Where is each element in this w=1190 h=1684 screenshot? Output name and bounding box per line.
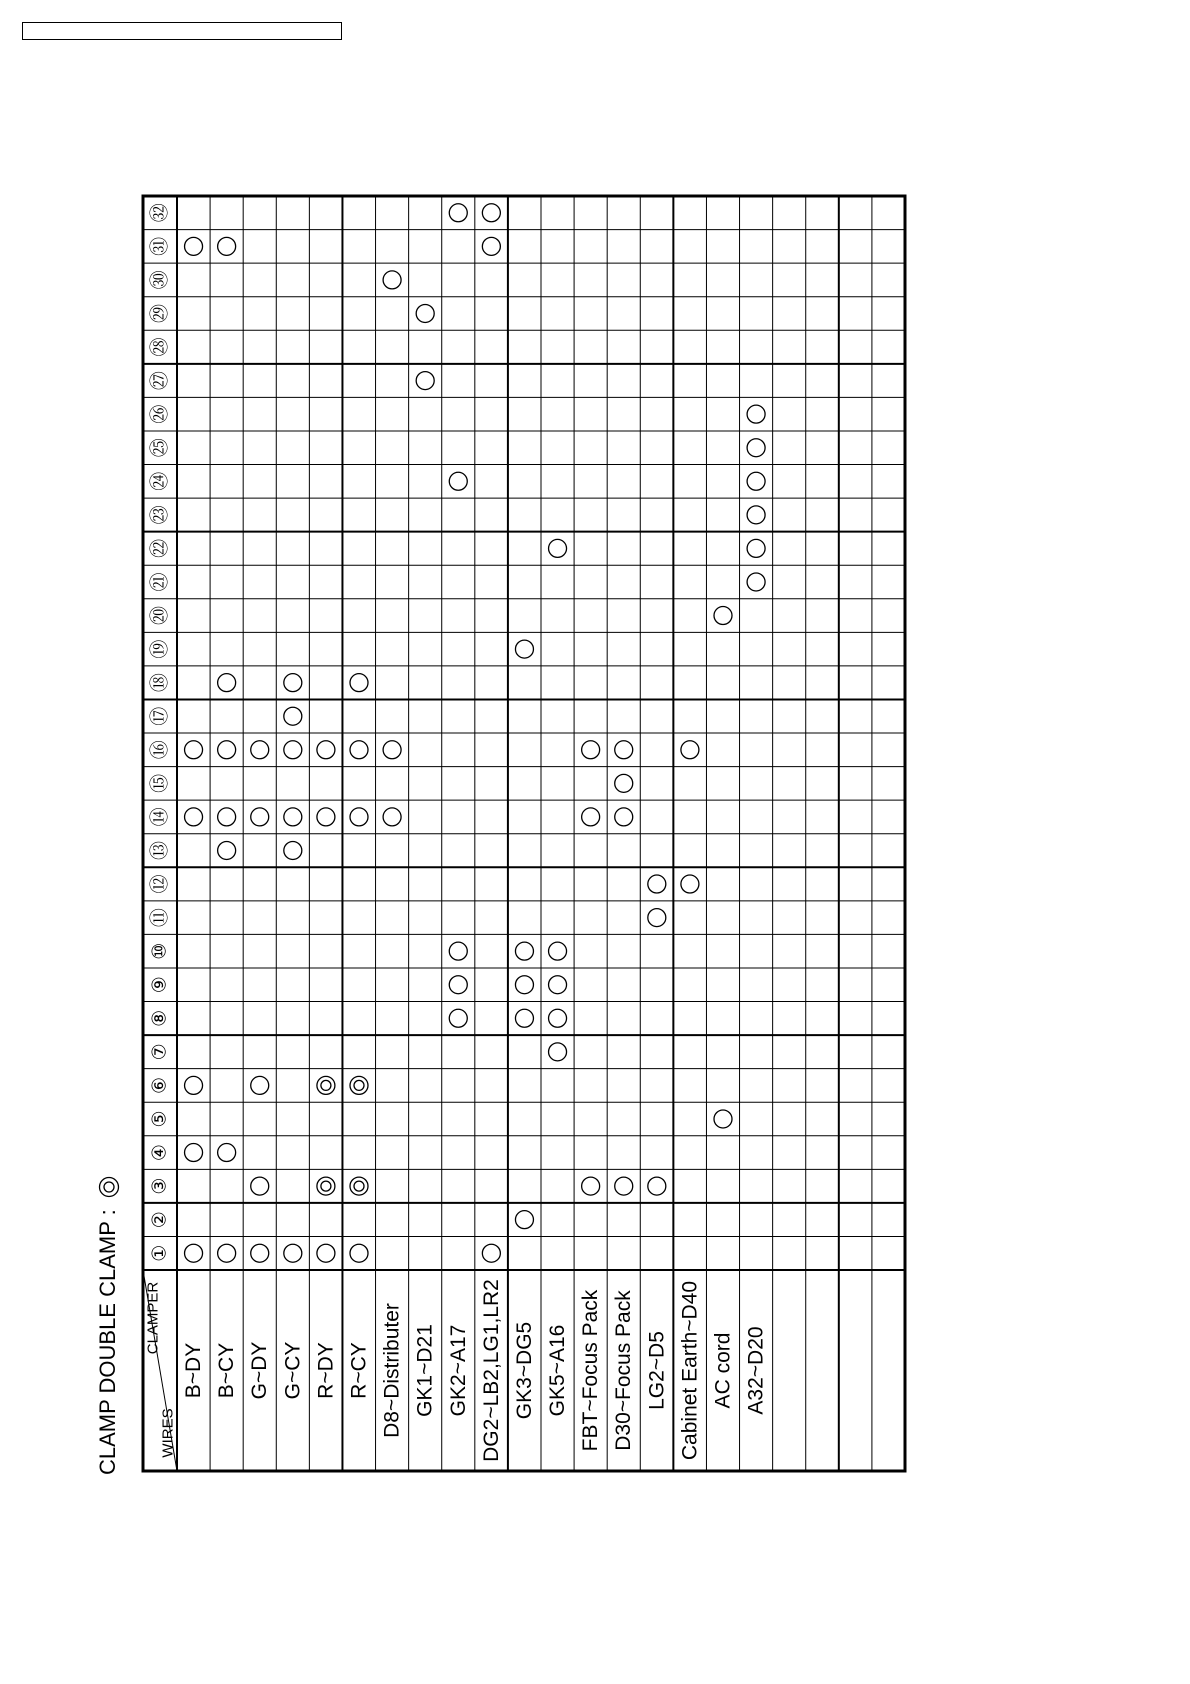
clamp-mark-icon xyxy=(747,539,765,557)
wire-label: D8~Distributer xyxy=(380,1303,404,1438)
clamp-mark-icon xyxy=(515,1211,533,1229)
clamp-mark-icon xyxy=(482,1244,500,1262)
clamp-mark-icon xyxy=(185,237,203,255)
wire-label: DG2~LB2,LG1,LR2 xyxy=(479,1279,503,1462)
wire-label: AC cord xyxy=(711,1332,735,1409)
clamper-number: ⑪ xyxy=(149,908,171,928)
clamp-mark-icon xyxy=(284,1244,302,1262)
clamp-mark-icon xyxy=(185,1244,203,1262)
clamper-number: ④ xyxy=(149,1144,171,1162)
clamper-number: ㉘ xyxy=(149,337,171,357)
clamp-mark-icon xyxy=(648,909,666,927)
clamp-mark-icon xyxy=(350,741,368,759)
clamp-mark-icon xyxy=(185,1076,203,1094)
clamp-mark-icon xyxy=(549,942,567,960)
double-clamp-inner-icon xyxy=(321,1080,331,1090)
clamper-number: ⑩ xyxy=(149,942,171,960)
clamp-mark-icon xyxy=(383,271,401,289)
clamp-mark-icon xyxy=(218,237,236,255)
clamp-mark-icon xyxy=(185,808,203,826)
clamp-mark-icon xyxy=(615,1177,633,1195)
clamper-number: ㉕ xyxy=(149,438,171,458)
clamper-number: ⑮ xyxy=(149,773,171,793)
clamp-mark-icon xyxy=(648,875,666,893)
header-clamper-label: CLAMPER xyxy=(144,1281,162,1355)
clamp-mark-icon xyxy=(549,539,567,557)
clamper-number: ㉖ xyxy=(149,404,171,424)
clamp-mark-icon xyxy=(747,506,765,524)
clamp-mark-icon xyxy=(681,741,699,759)
clamp-mark-icon xyxy=(416,372,434,390)
wire-label: Cabinet Earth~D40 xyxy=(678,1280,702,1461)
clamp-mark-icon xyxy=(251,1244,269,1262)
clamp-mark-icon xyxy=(185,1144,203,1162)
clamp-mark-icon xyxy=(185,741,203,759)
double-clamp-mark-icon xyxy=(317,1076,335,1094)
clamp-mark-icon xyxy=(251,741,269,759)
clamp-mark-icon xyxy=(747,405,765,423)
clamp-mark-icon xyxy=(284,841,302,859)
clamp-mark-icon xyxy=(317,808,335,826)
clamp-mark-icon xyxy=(383,741,401,759)
clamp-mark-icon xyxy=(482,237,500,255)
wire-label: R~DY xyxy=(314,1342,338,1399)
wire-label: R~CY xyxy=(347,1342,371,1399)
clamper-number: ⑦ xyxy=(149,1043,171,1061)
wire-label: GK5~A16 xyxy=(546,1324,570,1417)
clamp-mark-icon xyxy=(449,976,467,994)
clamp-mark-icon xyxy=(714,1110,732,1128)
double-clamp-mark-icon xyxy=(350,1076,368,1094)
clamper-number: ㉒ xyxy=(149,538,171,558)
clamp-mark-icon xyxy=(251,808,269,826)
wire-label: A32~D20 xyxy=(744,1326,768,1415)
clamp-mark-icon xyxy=(515,942,533,960)
clamp-mark-icon xyxy=(747,472,765,490)
clamp-mark-icon xyxy=(582,1177,600,1195)
clamp-mark-icon xyxy=(350,808,368,826)
clamper-number: ㉓ xyxy=(149,505,171,525)
clamp-mark-icon xyxy=(218,1144,236,1162)
clamp-mark-icon xyxy=(648,1177,666,1195)
clamper-number: ⑨ xyxy=(149,976,171,994)
wire-label: B~CY xyxy=(215,1342,239,1399)
clamp-mark-icon xyxy=(549,1009,567,1027)
clamp-mark-icon xyxy=(681,875,699,893)
wire-label: G~DY xyxy=(248,1341,272,1400)
clamp-mark-icon xyxy=(218,674,236,692)
clamper-number: ⑯ xyxy=(149,740,171,760)
wire-label: G~CY xyxy=(281,1341,305,1400)
clamp-mark-icon xyxy=(284,674,302,692)
clamp-mark-icon xyxy=(251,1177,269,1195)
wire-label: D30~Focus Pack xyxy=(612,1290,636,1451)
clamp-mark-icon xyxy=(350,674,368,692)
header-wires-label: WIRES xyxy=(159,1408,177,1458)
clamp-mark-icon xyxy=(714,607,732,625)
clamp-mark-icon xyxy=(482,204,500,222)
clamp-mark-icon xyxy=(317,741,335,759)
clamp-mark-icon xyxy=(549,976,567,994)
clamp-mark-icon xyxy=(218,808,236,826)
clamper-number: ⑳ xyxy=(149,606,171,626)
clamper-number: ① xyxy=(149,1244,171,1262)
clamper-number: ⑫ xyxy=(149,874,171,894)
clamper-number: ⑭ xyxy=(149,807,171,827)
clamp-mark-icon xyxy=(449,1009,467,1027)
clamp-mark-icon xyxy=(284,808,302,826)
clamp-mark-icon xyxy=(218,741,236,759)
clamp-mark-icon xyxy=(449,472,467,490)
clamp-mark-icon xyxy=(515,976,533,994)
clamp-mark-icon xyxy=(251,1076,269,1094)
double-clamp-mark-icon xyxy=(350,1177,368,1195)
clamper-number: ㉙ xyxy=(149,303,171,323)
clamper-number: ㉔ xyxy=(149,471,171,491)
clamp-mark-icon xyxy=(615,808,633,826)
clamp-mark-icon xyxy=(515,640,533,658)
wire-label: FBT~Focus Pack xyxy=(579,1289,603,1452)
clamp-mark-icon xyxy=(615,741,633,759)
wire-label: B~DY xyxy=(182,1342,206,1399)
clamper-number: ③ xyxy=(149,1177,171,1195)
clamp-mark-icon xyxy=(615,774,633,792)
clamp-mark-icon xyxy=(747,439,765,457)
clamper-number: ㉛ xyxy=(149,236,171,256)
wire-label: GK3~DG5 xyxy=(512,1321,536,1420)
clamp-mark-icon xyxy=(317,1244,335,1262)
clamp-mark-icon xyxy=(218,841,236,859)
clamp-mark-icon xyxy=(515,1009,533,1027)
clamp-mark-icon xyxy=(284,741,302,759)
clamp-mark-icon xyxy=(416,304,434,322)
clamper-number: ㉚ xyxy=(149,270,171,290)
clamper-number: ⑬ xyxy=(149,840,171,860)
clamp-mark-icon xyxy=(449,204,467,222)
clamper-number: ⑧ xyxy=(149,1009,171,1027)
wire-label: GK2~A17 xyxy=(446,1324,470,1417)
clamper-number: ② xyxy=(149,1211,171,1229)
clamper-number: ㉗ xyxy=(149,371,171,391)
clamp-mark-icon xyxy=(549,1043,567,1061)
wire-label: GK1~D21 xyxy=(413,1324,437,1417)
double-clamp-inner-icon xyxy=(354,1181,364,1191)
clamper-number: ⑤ xyxy=(149,1110,171,1128)
clamp-mark-icon xyxy=(218,1244,236,1262)
double-clamp-inner-icon xyxy=(321,1181,331,1191)
clamp-mark-icon xyxy=(350,1244,368,1262)
wire-label: LG2~D5 xyxy=(645,1331,669,1410)
clamp-mark-icon xyxy=(747,573,765,591)
clamp-mark-icon xyxy=(582,741,600,759)
clamp-mark-icon xyxy=(383,808,401,826)
clamp-mark-icon xyxy=(449,942,467,960)
clamper-number: ⑰ xyxy=(149,706,171,726)
clamper-number: ㉜ xyxy=(149,203,171,223)
clamp-mark-icon xyxy=(284,707,302,725)
double-clamp-inner-icon xyxy=(354,1080,364,1090)
legend-text: CLAMP DOUBLE CLAMP : xyxy=(95,1203,120,1475)
clamper-number: ⑥ xyxy=(149,1076,171,1094)
clamper-number: ⑲ xyxy=(149,639,171,659)
clamper-number: ㉑ xyxy=(149,572,171,592)
double-clamp-mark-icon xyxy=(317,1177,335,1195)
clamp-mark-icon xyxy=(582,808,600,826)
clamper-number: ⑱ xyxy=(149,673,171,693)
